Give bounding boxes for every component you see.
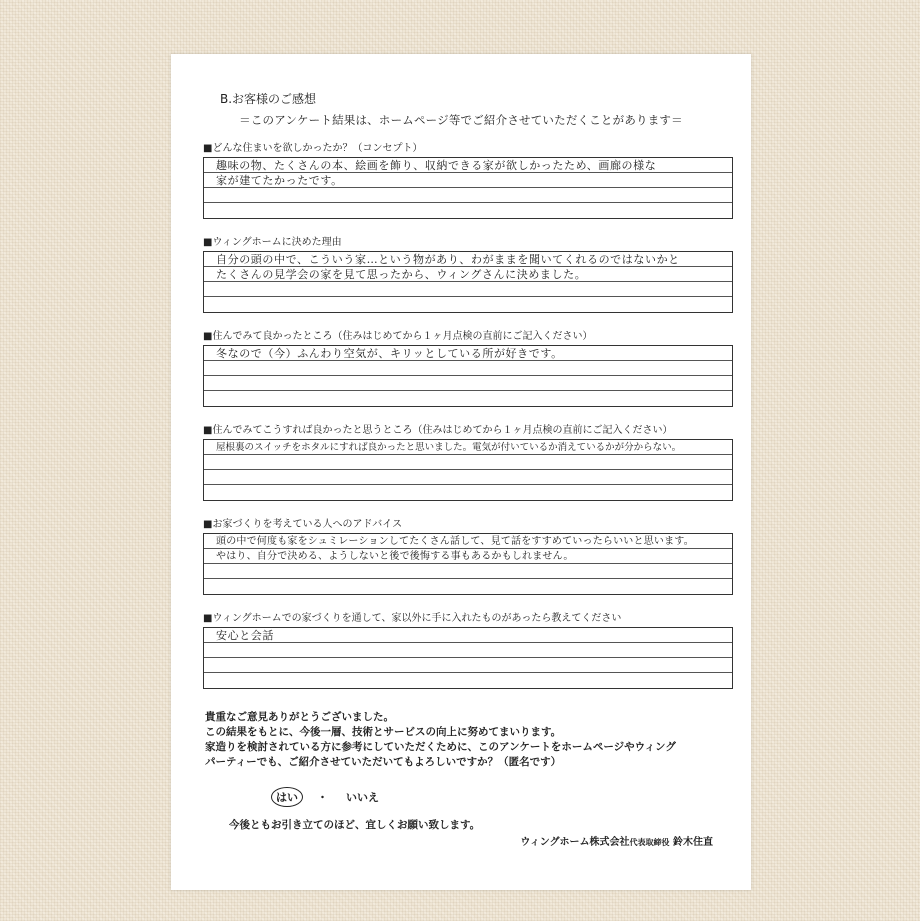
section-heading: B.お客様のご感想 xyxy=(220,92,317,106)
handwritten-answer-line: 安心と会話 xyxy=(216,629,274,642)
signatory-name: 鈴木住直 xyxy=(673,837,713,848)
question-block-gains xyxy=(203,612,733,689)
handwritten-answer-line: 自分の頭の中で、こういう家…という物があり、わがままを聞いてくれるのではないかと xyxy=(216,253,680,266)
handwritten-answer-line: 趣味の物、たくさんの本、絵画を飾り、収納できる家が欲しかったため、画廊の様な xyxy=(216,159,657,172)
answer-box xyxy=(203,157,733,219)
footer-thanks: 貴重なご意見ありがとうございました。 xyxy=(205,711,394,723)
consent-no: いいえ xyxy=(346,791,379,804)
question-label: ■ウィングホームに決めた理由 xyxy=(203,237,342,248)
consent-yes-circled: はい xyxy=(271,787,303,807)
question-block-reason xyxy=(203,236,733,313)
question-label: ■どんな住まいを欲しかったか？（コンセプト） xyxy=(203,143,423,154)
closing-message: 今後ともお引き立てのほど、宜しくお願い致します。 xyxy=(229,819,481,831)
footer-line: 家造りを検討されている方に参考にしていただくために、このアンケートをホームページやウィング xyxy=(205,741,676,753)
handwritten-answer-line: たくさんの見学会の家を見て思ったから、ウィングさんに決めました。 xyxy=(216,268,587,281)
handwritten-answer-line: 屋根裏のスイッチをホタルにすれば良かったと思いました。電気が付いているか消えているかが分からない。 xyxy=(216,442,682,453)
handwritten-answer-line: 頭の中で何度も家をシュミレーションしてたくさん話して、見て話をすすめていったらいいと思います。 xyxy=(216,536,694,547)
question-label: ■お家づくりを考えている人へのアドバイス xyxy=(203,519,403,530)
answer-box xyxy=(203,251,733,313)
answer-box xyxy=(203,345,733,407)
footer-line: この結果をもとに、今後一層、技術とサービスの向上に努めてまいります。 xyxy=(205,726,562,738)
publication-note: ＝このアンケート結果は、ホームページ等でご紹介させていただくことがあります＝ xyxy=(239,113,683,127)
footer-message xyxy=(205,710,725,770)
question-block-improvements xyxy=(203,424,733,501)
company-name: ウィングホーム株式会社 xyxy=(520,837,630,848)
consent-options xyxy=(271,787,379,807)
handwritten-answer-line: やはり、自分で決める、ようしないと後で後悔する事もあるかもしれません。 xyxy=(216,551,574,562)
answer-box xyxy=(203,439,733,501)
signatory-title: 代表取締役 xyxy=(629,838,670,847)
survey-sheet xyxy=(171,54,751,890)
question-block-advice xyxy=(203,518,733,595)
signature xyxy=(520,833,713,848)
question-block-good-points xyxy=(203,330,733,407)
question-label: ■ウィングホームでの家づくりを通して、家以外に手に入れたものがあったら教えてください xyxy=(203,613,622,624)
answer-box xyxy=(203,627,733,689)
consent-separator: ・ xyxy=(317,791,328,804)
question-label: ■住んでみてこうすれば良かったと思うところ（住みはじめてから１ヶ月点検の直前にご記入ください） xyxy=(203,425,673,436)
answer-box xyxy=(203,533,733,595)
handwritten-answer-line: 冬なので（今）ふんわり空気が、キリッとしている所が好きです。 xyxy=(216,347,563,360)
question-label: ■住んでみて良かったところ（住みはじめてから１ヶ月点検の直前にご記入ください） xyxy=(203,331,593,342)
footer-line: パーティーでも、ご紹介させていただいてもよろしいですか？（匿名です） xyxy=(205,756,562,768)
question-block-concept xyxy=(203,142,733,219)
handwritten-answer-line: 家が建てたかったです。 xyxy=(216,174,343,187)
